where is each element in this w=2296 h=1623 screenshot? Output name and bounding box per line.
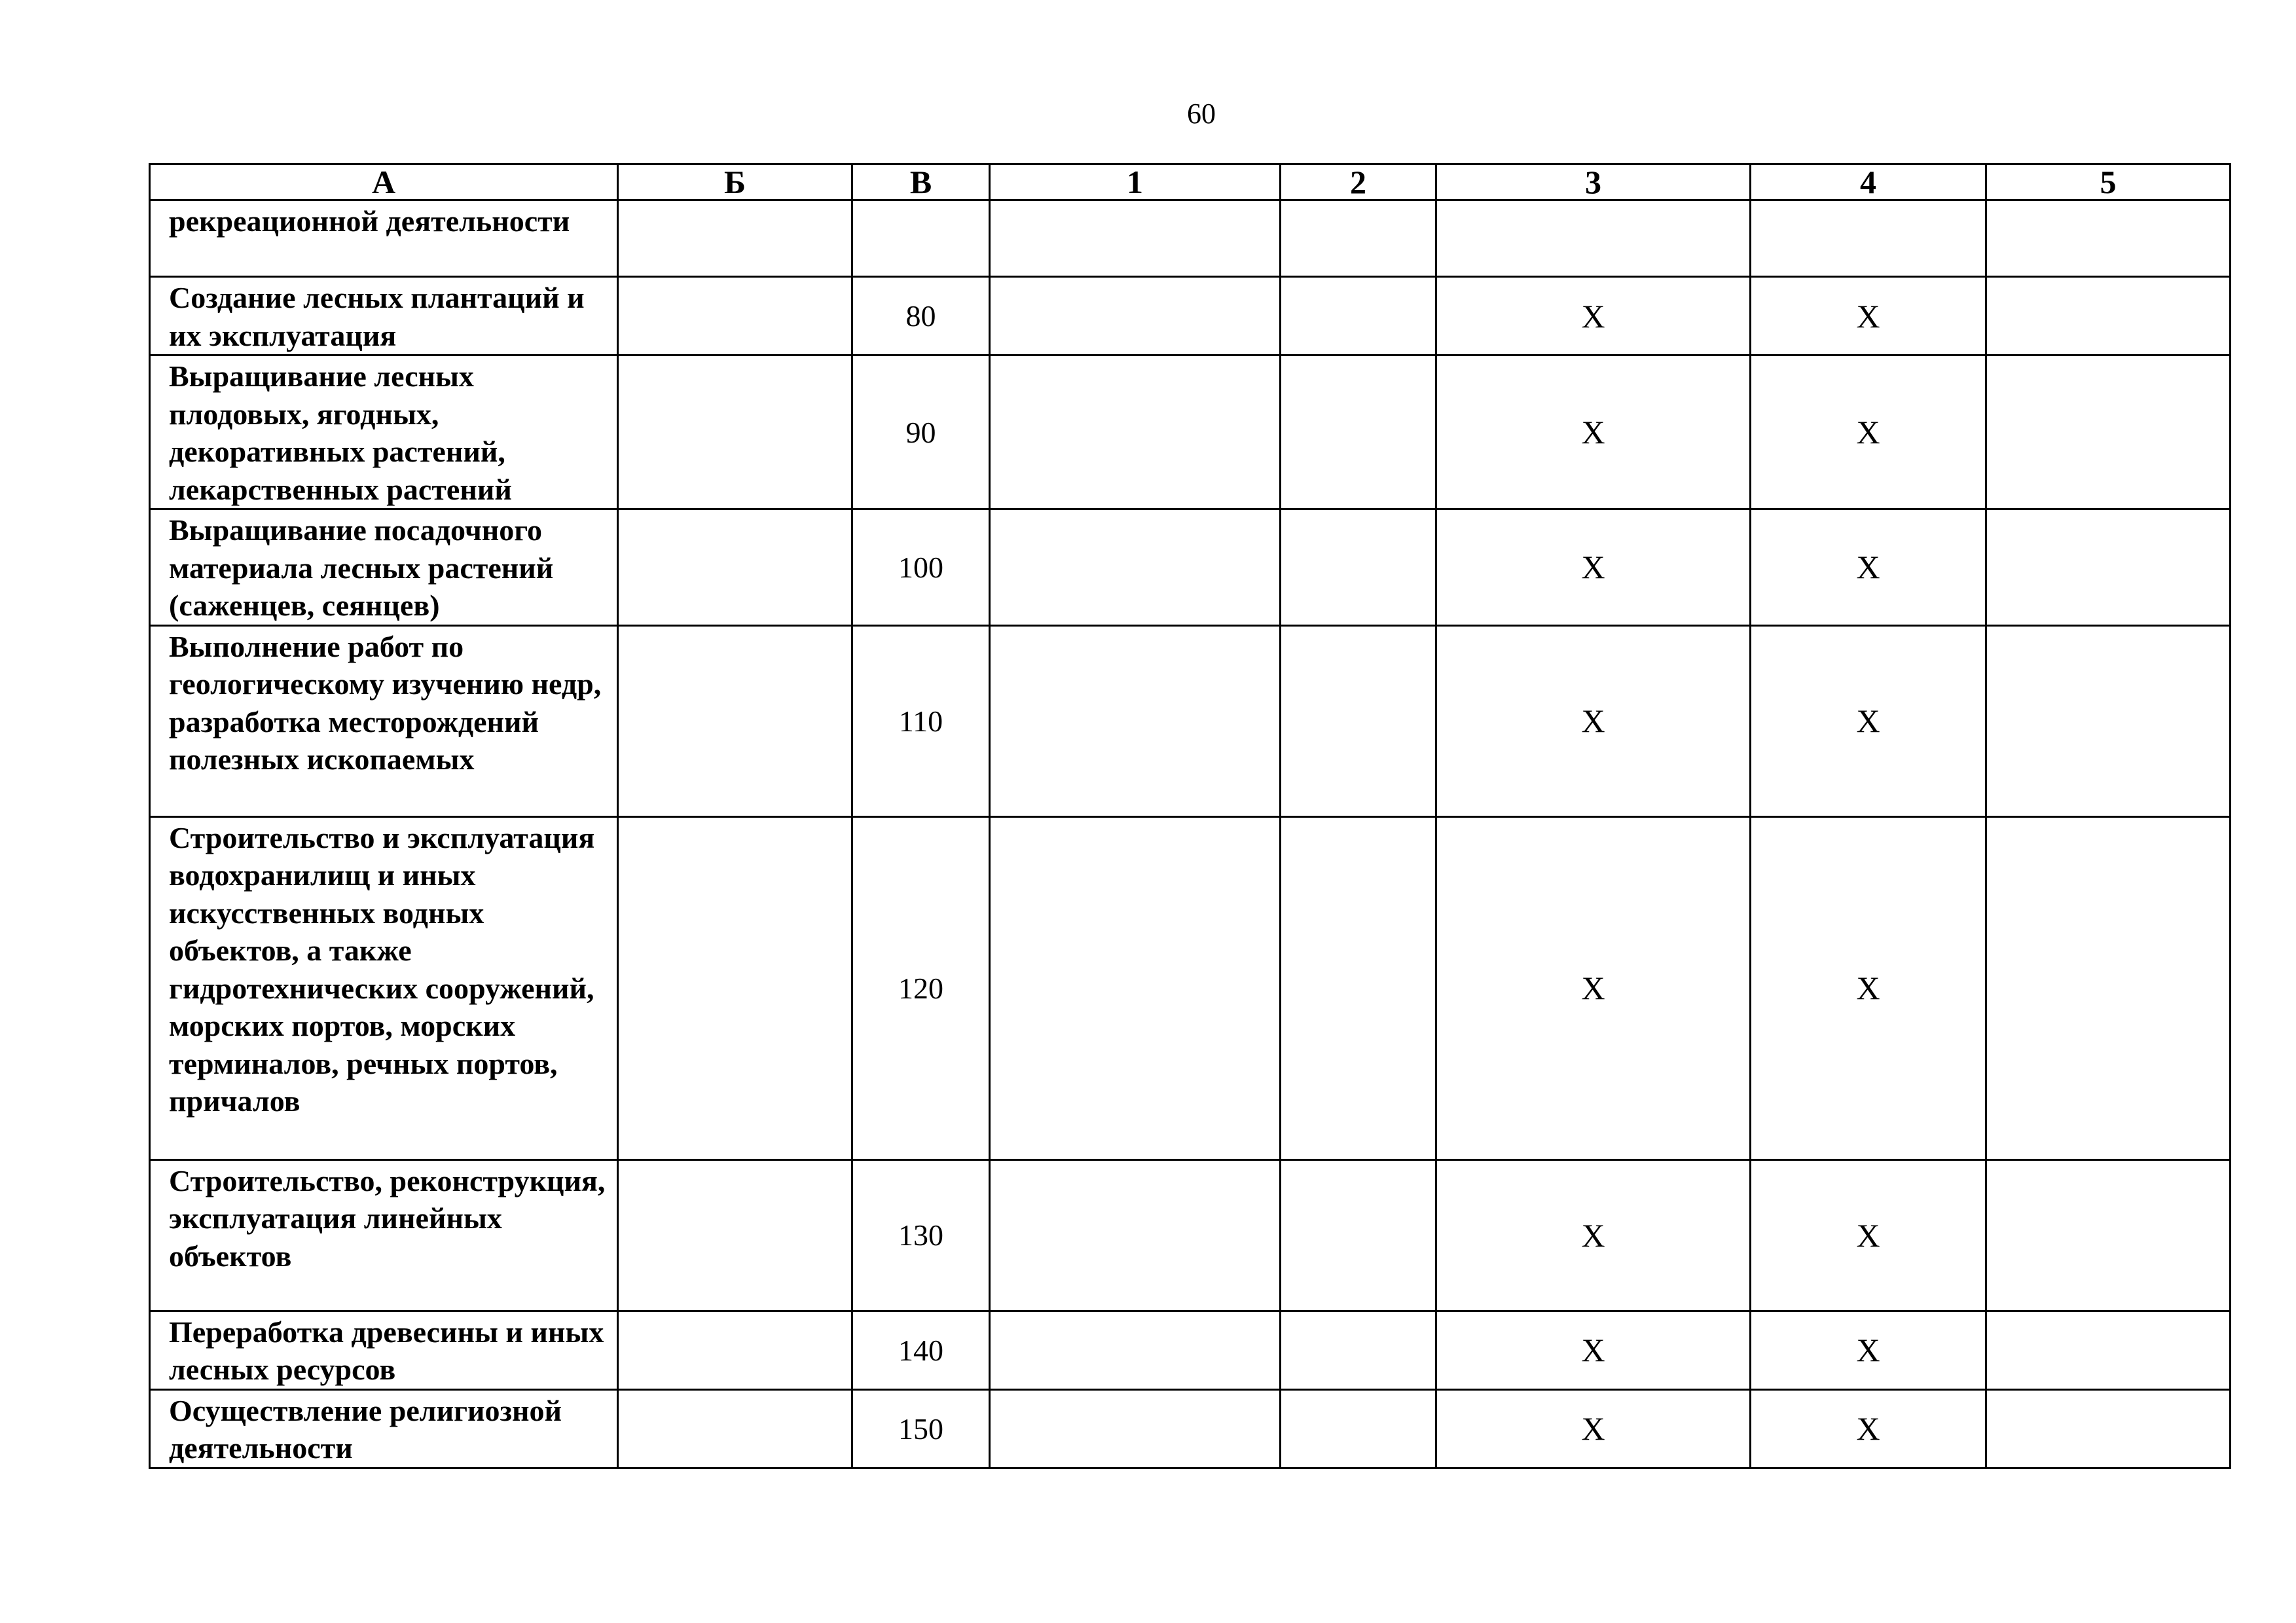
cell-3: Х xyxy=(1436,816,1751,1159)
header-a: А xyxy=(150,164,618,200)
row-code: 120 xyxy=(852,816,990,1159)
row-code: 140 xyxy=(852,1311,990,1389)
cell-1 xyxy=(990,1159,1281,1311)
table-row xyxy=(150,1159,2231,1311)
cell-b xyxy=(618,356,852,509)
activity-name: Выращивание лесных плодовых, ягодных, декоративных растений, лекарственных растений xyxy=(150,356,618,509)
header-b: Б xyxy=(618,164,852,200)
row-code: 110 xyxy=(852,625,990,816)
cell-1 xyxy=(990,1389,1281,1468)
row-code: 150 xyxy=(852,1389,990,1468)
cell-4: Х xyxy=(1751,356,1986,509)
activity-name: Строительство и эксплуатация водохранилищ и иных искусственных водных объектов, а также гидротехнических сооружений, морских портов, морских терминалов, речных портов, причалов xyxy=(150,816,618,1159)
cell-b xyxy=(618,509,852,626)
header-v: В xyxy=(852,164,990,200)
header-row xyxy=(150,164,2231,200)
header-3: 3 xyxy=(1436,164,1751,200)
cell-2 xyxy=(1281,277,1436,356)
cell-4: Х xyxy=(1751,625,1986,816)
cell-2 xyxy=(1281,1159,1436,1311)
cell-3: Х xyxy=(1436,1389,1751,1468)
table-row xyxy=(150,509,2231,626)
cell-2 xyxy=(1281,816,1436,1159)
cell-2 xyxy=(1281,625,1436,816)
cell-5 xyxy=(1986,816,2231,1159)
activity-name: Строительство, реконструкция, эксплуатация линейных объектов xyxy=(150,1159,618,1311)
row-code: 80 xyxy=(852,277,990,356)
cell-b xyxy=(618,277,852,356)
cell-1 xyxy=(990,1311,1281,1389)
header-2: 2 xyxy=(1281,164,1436,200)
cell-2 xyxy=(1281,200,1436,277)
cell-1 xyxy=(990,356,1281,509)
cell-4: Х xyxy=(1751,1389,1986,1468)
cell-4 xyxy=(1751,200,1986,277)
cell-3 xyxy=(1436,200,1751,277)
activity-name: Выполнение работ по геологическому изучению недр, разработка месторождений полезных ископаемых xyxy=(150,625,618,816)
cell-b xyxy=(618,816,852,1159)
cell-3: Х xyxy=(1436,277,1751,356)
cell-b xyxy=(618,1159,852,1311)
table-row xyxy=(150,625,2231,816)
cell-4: Х xyxy=(1751,1159,1986,1311)
cell-3: Х xyxy=(1436,509,1751,626)
cell-5 xyxy=(1986,1159,2231,1311)
cell-1 xyxy=(990,625,1281,816)
row-code: 90 xyxy=(852,356,990,509)
cell-4: Х xyxy=(1751,509,1986,626)
header-1: 1 xyxy=(990,164,1281,200)
cell-5 xyxy=(1986,356,2231,509)
cell-b xyxy=(618,200,852,277)
cell-5 xyxy=(1986,509,2231,626)
row-code: 100 xyxy=(852,509,990,626)
table-row xyxy=(150,277,2231,356)
cell-2 xyxy=(1281,1389,1436,1468)
cell-4: Х xyxy=(1751,1311,1986,1389)
cell-5 xyxy=(1986,625,2231,816)
table-row xyxy=(150,1389,2231,1468)
cell-4: Х xyxy=(1751,816,1986,1159)
table-row xyxy=(150,816,2231,1159)
activity-name: Осуществление религиозной деятельности xyxy=(150,1389,618,1468)
activity-name: рекреационной деятельности xyxy=(150,200,618,277)
cell-3: Х xyxy=(1436,1159,1751,1311)
cell-2 xyxy=(1281,509,1436,626)
cell-2 xyxy=(1281,1311,1436,1389)
activity-name: Выращивание посадочного материала лесных растений (саженцев, сеянцев) xyxy=(150,509,618,626)
cell-b xyxy=(618,1389,852,1468)
cell-b xyxy=(618,1311,852,1389)
header-4: 4 xyxy=(1751,164,1986,200)
cell-1 xyxy=(990,509,1281,626)
cell-5 xyxy=(1986,277,2231,356)
table-row xyxy=(150,1311,2231,1389)
page-number: 60 xyxy=(1187,98,1216,130)
activity-name: Переработка древесины и иных лесных ресурсов xyxy=(150,1311,618,1389)
cell-b xyxy=(618,625,852,816)
cell-3: Х xyxy=(1436,625,1751,816)
row-code xyxy=(852,200,990,277)
data-table xyxy=(149,163,2231,1469)
header-5: 5 xyxy=(1986,164,2231,200)
cell-3: Х xyxy=(1436,356,1751,509)
cell-2 xyxy=(1281,356,1436,509)
cell-1 xyxy=(990,200,1281,277)
table-row xyxy=(150,200,2231,277)
cell-5 xyxy=(1986,200,2231,277)
row-code: 130 xyxy=(852,1159,990,1311)
activity-name: Создание лесных плантаций и их эксплуатация xyxy=(150,277,618,356)
cell-5 xyxy=(1986,1389,2231,1468)
cell-1 xyxy=(990,816,1281,1159)
cell-4: Х xyxy=(1751,277,1986,356)
table-row xyxy=(150,356,2231,509)
cell-5 xyxy=(1986,1311,2231,1389)
cell-3: Х xyxy=(1436,1311,1751,1389)
cell-1 xyxy=(990,277,1281,356)
